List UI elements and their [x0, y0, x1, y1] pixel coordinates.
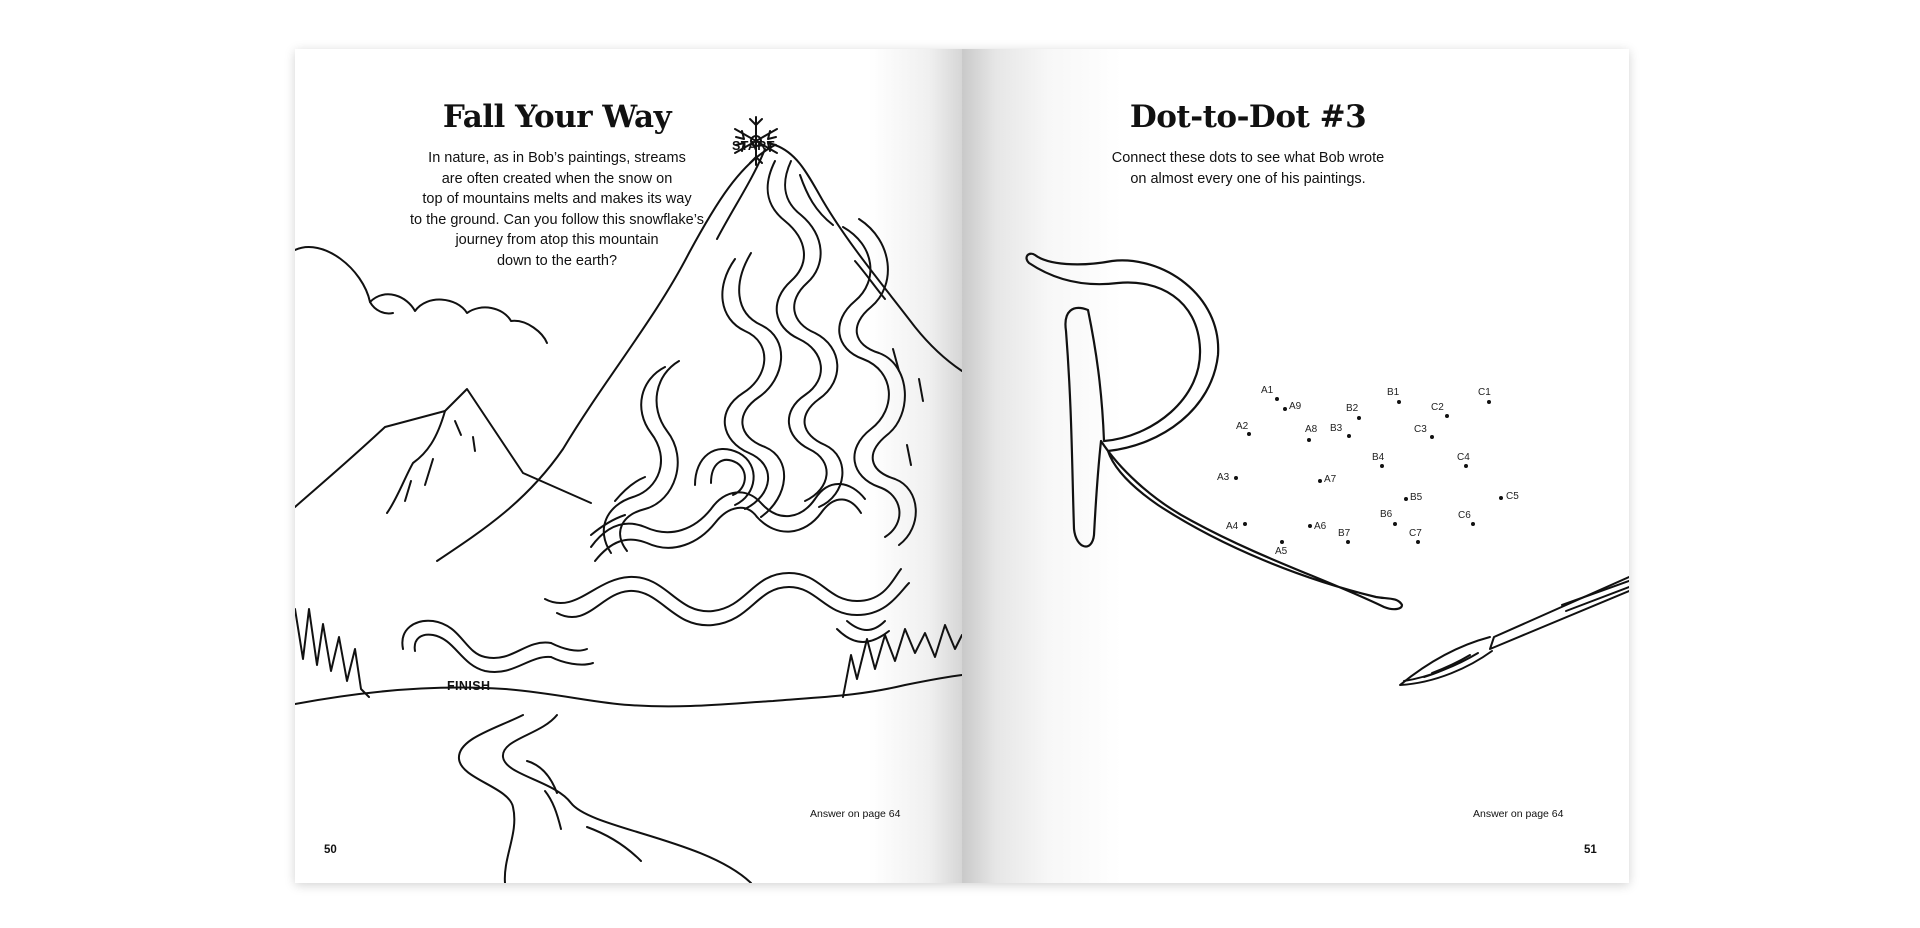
dot-label-a8: A8 — [1305, 424, 1318, 435]
dot-a7[interactable] — [1318, 479, 1322, 483]
left-page — [295, 49, 962, 883]
dot-b1[interactable] — [1397, 400, 1401, 404]
dot-label-c3: C3 — [1414, 424, 1427, 435]
dot-b4[interactable] — [1380, 464, 1384, 468]
dot-label-a7: A7 — [1324, 474, 1337, 485]
dot-c6[interactable] — [1471, 522, 1475, 526]
dot-label-a3: A3 — [1217, 472, 1230, 483]
forest-and-ground — [295, 609, 962, 706]
river — [459, 715, 751, 883]
paintbrush — [1400, 577, 1629, 685]
dot-c2[interactable] — [1445, 414, 1449, 418]
dot-label-b2: B2 — [1346, 403, 1359, 414]
dot-c1[interactable] — [1487, 400, 1491, 404]
dot-label-b4: B4 — [1372, 452, 1385, 463]
dot-label-c7: C7 — [1409, 528, 1422, 539]
page-number-right: 51 — [1584, 844, 1597, 856]
dot-to-dot-title: Dot-to-Dot #3 — [1129, 99, 1367, 135]
dot-c4[interactable] — [1464, 464, 1468, 468]
dot-label-a1: A1 — [1261, 385, 1274, 396]
dot-label-b3: B3 — [1330, 423, 1343, 434]
dot-c7[interactable] — [1416, 540, 1420, 544]
dot-label-b5: B5 — [1410, 492, 1423, 503]
dot-c5[interactable] — [1499, 496, 1503, 500]
dot-label-a4: A4 — [1226, 521, 1239, 532]
dot-label-c2: C2 — [1431, 402, 1444, 413]
dot-label-a9: A9 — [1289, 401, 1302, 412]
letter-r-outline — [1027, 254, 1402, 609]
dot-to-dot-instructions: Connect these dots to see what Bob wrote on almost every one of his paintings. — [1111, 150, 1385, 187]
dot-label-c1: C1 — [1478, 387, 1491, 398]
dot-a1[interactable] — [1275, 397, 1279, 401]
maze-instructions: In nature, as in Bob’s paintings, streams are often created when the snow on top of mountains melts and makes its way to the ground. Can you follow this snowflake’s journey from atop this mountain down to the earth? — [410, 150, 704, 269]
dot-label-c4: C4 — [1457, 452, 1470, 463]
dot-a2[interactable] — [1247, 432, 1251, 436]
open-activity-book — [295, 49, 1629, 883]
dot-label-c5: C5 — [1506, 491, 1519, 502]
dot-to-dot-answer-note: Answer on page 64 — [1473, 808, 1564, 820]
dot-a6[interactable] — [1308, 524, 1312, 528]
maze-start-label: START — [732, 139, 775, 153]
dot-a3[interactable] — [1234, 476, 1238, 480]
dot-b5[interactable] — [1404, 497, 1408, 501]
dot-a4[interactable] — [1243, 522, 1247, 526]
dot-label-b1: B1 — [1387, 387, 1400, 398]
dot-a9[interactable] — [1283, 407, 1287, 411]
dot-b6[interactable] — [1393, 522, 1397, 526]
dot-label-b7: B7 — [1338, 528, 1351, 539]
dot-label-a6: A6 — [1314, 521, 1327, 532]
dot-b7[interactable] — [1346, 540, 1350, 544]
dot-label-a2: A2 — [1236, 421, 1249, 432]
maze-title: Fall Your Way — [442, 99, 672, 135]
dot-label-a5: A5 — [1275, 546, 1288, 557]
dot-a5[interactable] — [1280, 540, 1284, 544]
dot-b2[interactable] — [1357, 416, 1361, 420]
right-page — [962, 49, 1629, 883]
dot-label-b6: B6 — [1380, 509, 1393, 520]
maze-finish-label: FINISH — [447, 679, 491, 693]
page-number-left: 50 — [324, 844, 337, 856]
maze-answer-note: Answer on page 64 — [810, 808, 901, 820]
back-mountain — [295, 389, 591, 513]
dot-b3[interactable] — [1347, 434, 1351, 438]
dot-a8[interactable] — [1307, 438, 1311, 442]
dot-label-c6: C6 — [1458, 510, 1471, 521]
dot-c3[interactable] — [1430, 435, 1434, 439]
